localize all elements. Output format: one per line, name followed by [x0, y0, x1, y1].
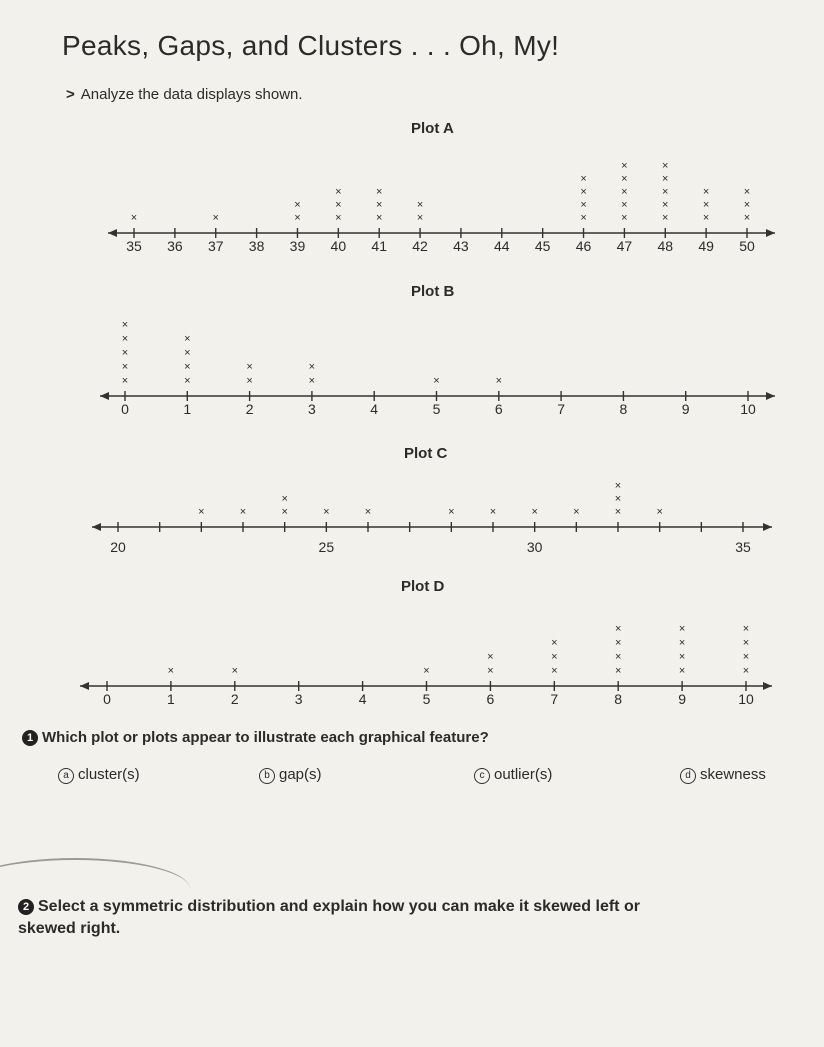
data-mark: × — [580, 199, 587, 211]
data-mark: × — [662, 212, 669, 224]
page-title: Peaks, Gaps, and Clusters . . . Oh, My! — [62, 30, 560, 61]
data-mark: × — [662, 160, 669, 172]
data-mark: × — [551, 637, 558, 649]
data-mark: × — [231, 665, 239, 677]
data-mark: × — [662, 199, 669, 211]
tick-label: 42 — [412, 238, 428, 254]
data-mark: × — [614, 665, 622, 677]
tick-label: 10 — [740, 401, 756, 417]
data-mark: × — [364, 506, 372, 518]
tick-label: 30 — [526, 539, 543, 555]
data-mark: × — [294, 212, 301, 224]
data-mark: × — [423, 665, 430, 677]
data-mark: × — [487, 651, 494, 663]
data-mark: × — [167, 665, 175, 677]
tick-label: 10 — [738, 691, 754, 707]
plot-c-title: Plot C — [404, 445, 448, 462]
data-mark: × — [121, 333, 129, 345]
data-mark: × — [121, 361, 129, 373]
instruction — [66, 86, 303, 103]
tick-label: 8 — [619, 401, 628, 417]
data-mark: × — [621, 212, 628, 224]
question-1 — [22, 729, 489, 746]
option-gap — [259, 766, 322, 784]
option-a-label: cluster(s) — [78, 766, 140, 783]
data-mark: × — [702, 199, 710, 211]
data-mark: × — [614, 651, 622, 663]
data-mark: × — [614, 480, 622, 492]
axis-arrow-right — [766, 229, 775, 237]
data-mark: × — [335, 212, 342, 224]
data-mark: × — [121, 347, 129, 359]
data-mark: × — [662, 173, 669, 185]
tick-label: 0 — [103, 691, 111, 707]
axis-arrow-right — [763, 523, 772, 531]
tick-label: 35 — [735, 539, 751, 555]
data-mark: × — [621, 173, 628, 185]
tick-label: 6 — [486, 691, 495, 707]
data-mark: × — [246, 375, 253, 387]
data-mark: × — [742, 651, 750, 663]
axis-arrow-left — [80, 682, 89, 690]
data-mark: × — [121, 319, 129, 331]
data-mark: × — [308, 375, 316, 387]
tick-label: 36 — [167, 238, 183, 254]
tick-label: 39 — [289, 238, 306, 254]
tick-label: 50 — [739, 238, 755, 254]
data-mark: × — [375, 186, 383, 198]
data-mark: × — [656, 506, 663, 518]
plot-b-title: Plot B — [411, 283, 455, 300]
tick-label: 2 — [245, 401, 254, 417]
tick-label: 44 — [494, 238, 510, 254]
data-mark: × — [335, 186, 342, 198]
tick-label: 3 — [294, 691, 303, 707]
instruction-text: Analyze the data displays shown. — [80, 86, 303, 103]
question-1-number: 1 — [22, 730, 38, 746]
data-mark: × — [621, 160, 628, 172]
option-d-letter: d — [680, 768, 696, 784]
data-mark: × — [678, 637, 686, 649]
tick-label: 20 — [110, 539, 126, 555]
data-mark: × — [184, 375, 191, 387]
tick-label: 25 — [318, 539, 335, 555]
option-c-label: outlier(s) — [494, 766, 553, 783]
question-1-text: Which plot or plots appear to illustrate each graphical feature? — [42, 729, 489, 746]
data-mark: × — [678, 665, 686, 677]
tick-label: 43 — [453, 238, 469, 254]
data-mark: × — [621, 186, 628, 198]
data-mark: × — [184, 333, 191, 345]
tick-label: 1 — [167, 691, 175, 707]
data-mark: × — [702, 212, 710, 224]
axis-arrow-left — [100, 392, 109, 400]
data-mark: × — [678, 623, 686, 635]
tick-label: 5 — [422, 691, 431, 707]
data-mark: × — [702, 186, 710, 198]
tick-label: 9 — [678, 691, 686, 707]
data-mark: × — [580, 173, 587, 185]
tick-label: 41 — [371, 238, 387, 254]
data-mark: × — [308, 361, 316, 373]
tick-label: 49 — [698, 238, 714, 254]
data-mark: × — [614, 493, 622, 505]
data-mark: × — [551, 665, 558, 677]
option-b-letter: b — [259, 768, 275, 784]
data-mark: × — [294, 199, 301, 211]
question-2-line-2: skewed right. — [18, 920, 121, 937]
option-a-letter: a — [58, 768, 74, 784]
option-skewness — [680, 766, 766, 784]
data-mark: × — [375, 212, 383, 224]
data-mark: × — [281, 506, 288, 518]
data-mark: × — [662, 186, 669, 198]
data-mark: × — [489, 506, 497, 518]
data-mark: × — [487, 665, 494, 677]
question-2-line-1: Select a symmetric distribution and explain how you can make it skewed left or — [38, 898, 640, 915]
axis-arrow-left — [92, 523, 101, 531]
option-cluster — [58, 766, 140, 784]
chevron-right-icon: > — [66, 86, 75, 103]
data-mark: × — [121, 375, 129, 387]
data-mark: × — [742, 623, 750, 635]
data-mark: × — [448, 506, 455, 518]
plot-b — [0, 300, 824, 430]
tick-label: 2 — [230, 691, 239, 707]
data-mark: × — [551, 651, 558, 663]
data-mark: × — [184, 361, 191, 373]
data-mark: × — [573, 506, 580, 518]
tick-label: 8 — [614, 691, 623, 707]
tick-label: 46 — [575, 238, 592, 254]
data-mark: × — [743, 199, 751, 211]
question-2 — [18, 896, 808, 940]
plot-a-title: Plot A — [411, 120, 454, 137]
data-mark: × — [281, 493, 288, 505]
tick-label: 0 — [121, 401, 129, 417]
tick-label: 48 — [657, 238, 674, 254]
data-mark: × — [621, 199, 628, 211]
data-mark: × — [742, 665, 750, 677]
data-mark: × — [198, 506, 205, 518]
tick-label: 4 — [358, 691, 367, 707]
plot-d — [0, 600, 824, 720]
tick-label: 47 — [616, 238, 633, 254]
tick-label: 7 — [550, 691, 559, 707]
data-mark: × — [580, 186, 587, 198]
data-mark: × — [184, 347, 191, 359]
tick-label: 9 — [681, 401, 690, 417]
data-mark: × — [743, 186, 751, 198]
data-mark: × — [416, 199, 424, 211]
plot-d-title: Plot D — [401, 578, 445, 595]
tick-label: 5 — [432, 401, 441, 417]
data-mark: × — [614, 623, 622, 635]
data-mark: × — [531, 506, 538, 518]
data-mark: × — [212, 212, 219, 224]
tick-label: 3 — [308, 401, 316, 417]
option-d-label: skewness — [700, 766, 766, 783]
data-mark: × — [323, 506, 330, 518]
data-mark: × — [433, 375, 440, 387]
data-mark: × — [416, 212, 424, 224]
axis-arrow-right — [763, 682, 772, 690]
tick-label: 38 — [248, 238, 265, 254]
question-2-number: 2 — [18, 899, 34, 915]
tick-label: 37 — [207, 238, 224, 254]
data-mark: × — [742, 637, 750, 649]
tick-label: 1 — [183, 401, 192, 417]
data-mark: × — [614, 506, 622, 518]
data-mark: × — [614, 637, 622, 649]
option-b-label: gap(s) — [279, 766, 322, 783]
tick-label: 40 — [330, 238, 347, 254]
axis-arrow-left — [108, 229, 117, 237]
tick-label: 6 — [494, 401, 503, 417]
data-mark: × — [239, 506, 247, 518]
data-mark: × — [375, 199, 383, 211]
option-outlier — [474, 766, 552, 784]
plot-a — [0, 140, 824, 270]
tick-label: 4 — [370, 401, 379, 417]
data-mark: × — [130, 212, 138, 224]
data-mark: × — [678, 651, 686, 663]
option-c-letter: c — [474, 768, 490, 784]
tick-label: 45 — [534, 238, 551, 254]
data-mark: × — [580, 212, 587, 224]
axis-arrow-right — [766, 392, 775, 400]
plot-c — [0, 465, 824, 570]
tick-label: 35 — [126, 238, 142, 254]
data-mark: × — [246, 361, 253, 373]
tick-label: 7 — [557, 401, 565, 417]
data-mark: × — [335, 199, 342, 211]
data-mark: × — [743, 212, 751, 224]
data-mark: × — [495, 375, 503, 387]
